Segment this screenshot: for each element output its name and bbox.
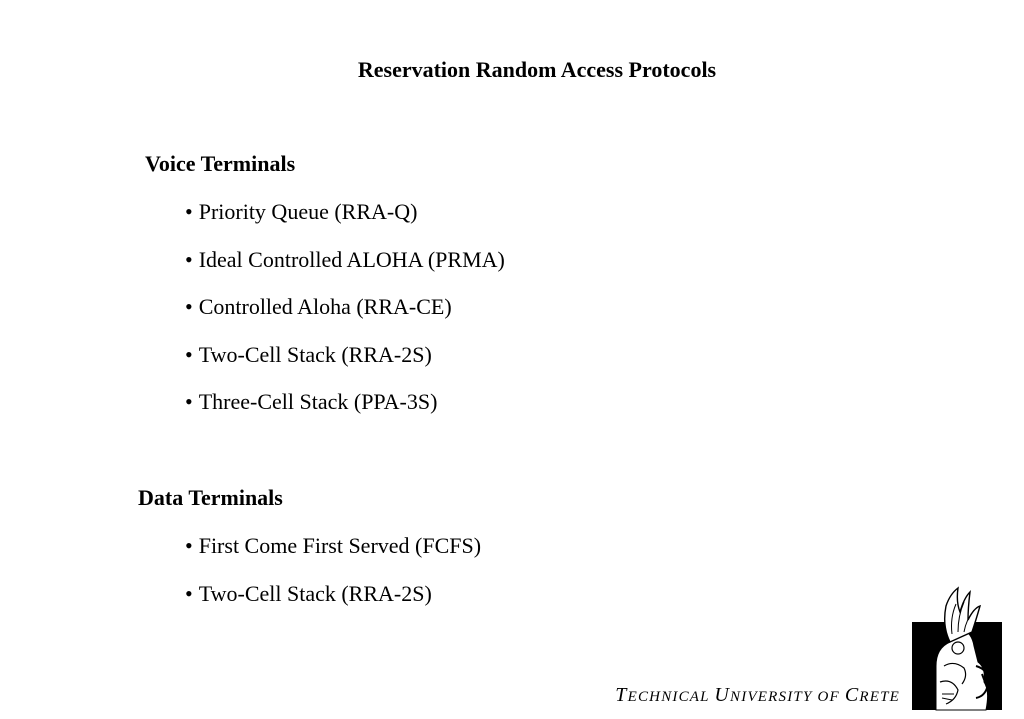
- list-item: • Controlled Aloha (RRA-CE): [185, 294, 452, 319]
- footer-institution: TECHNICAL UNIVERSITY OF CRETE: [615, 684, 900, 706]
- list-item: • Three-Cell Stack (PPA-3S): [185, 389, 438, 414]
- bullet-icon: •: [185, 341, 193, 367]
- voice-terminals-list: [185, 198, 505, 436]
- list-item: • Two-Cell Stack (RRA-2S): [185, 580, 432, 606]
- bullet-icon: •: [185, 533, 193, 558]
- list-item: • First Come First Served (FCFS): [185, 533, 482, 558]
- bullet-icon: •: [185, 199, 193, 224]
- slide-title: Reservation Random Access Protocols: [357, 57, 717, 82]
- list-item: • Priority Queue (RRA-Q): [185, 199, 418, 224]
- university-seal-icon: [906, 586, 1006, 714]
- bullet-icon: •: [185, 294, 193, 319]
- list-item: • Ideal Controlled ALOHA (PRMA): [185, 246, 505, 272]
- data-terminals-list: [185, 532, 481, 627]
- voice-terminals-heading: Voice Terminals: [145, 151, 296, 176]
- list-item: • Two-Cell Stack (RRA-2S): [185, 341, 432, 367]
- bullet-icon: •: [185, 389, 193, 414]
- data-terminals-heading: Data Terminals: [138, 485, 283, 510]
- bullet-icon: •: [185, 246, 193, 272]
- bullet-icon: •: [185, 580, 193, 606]
